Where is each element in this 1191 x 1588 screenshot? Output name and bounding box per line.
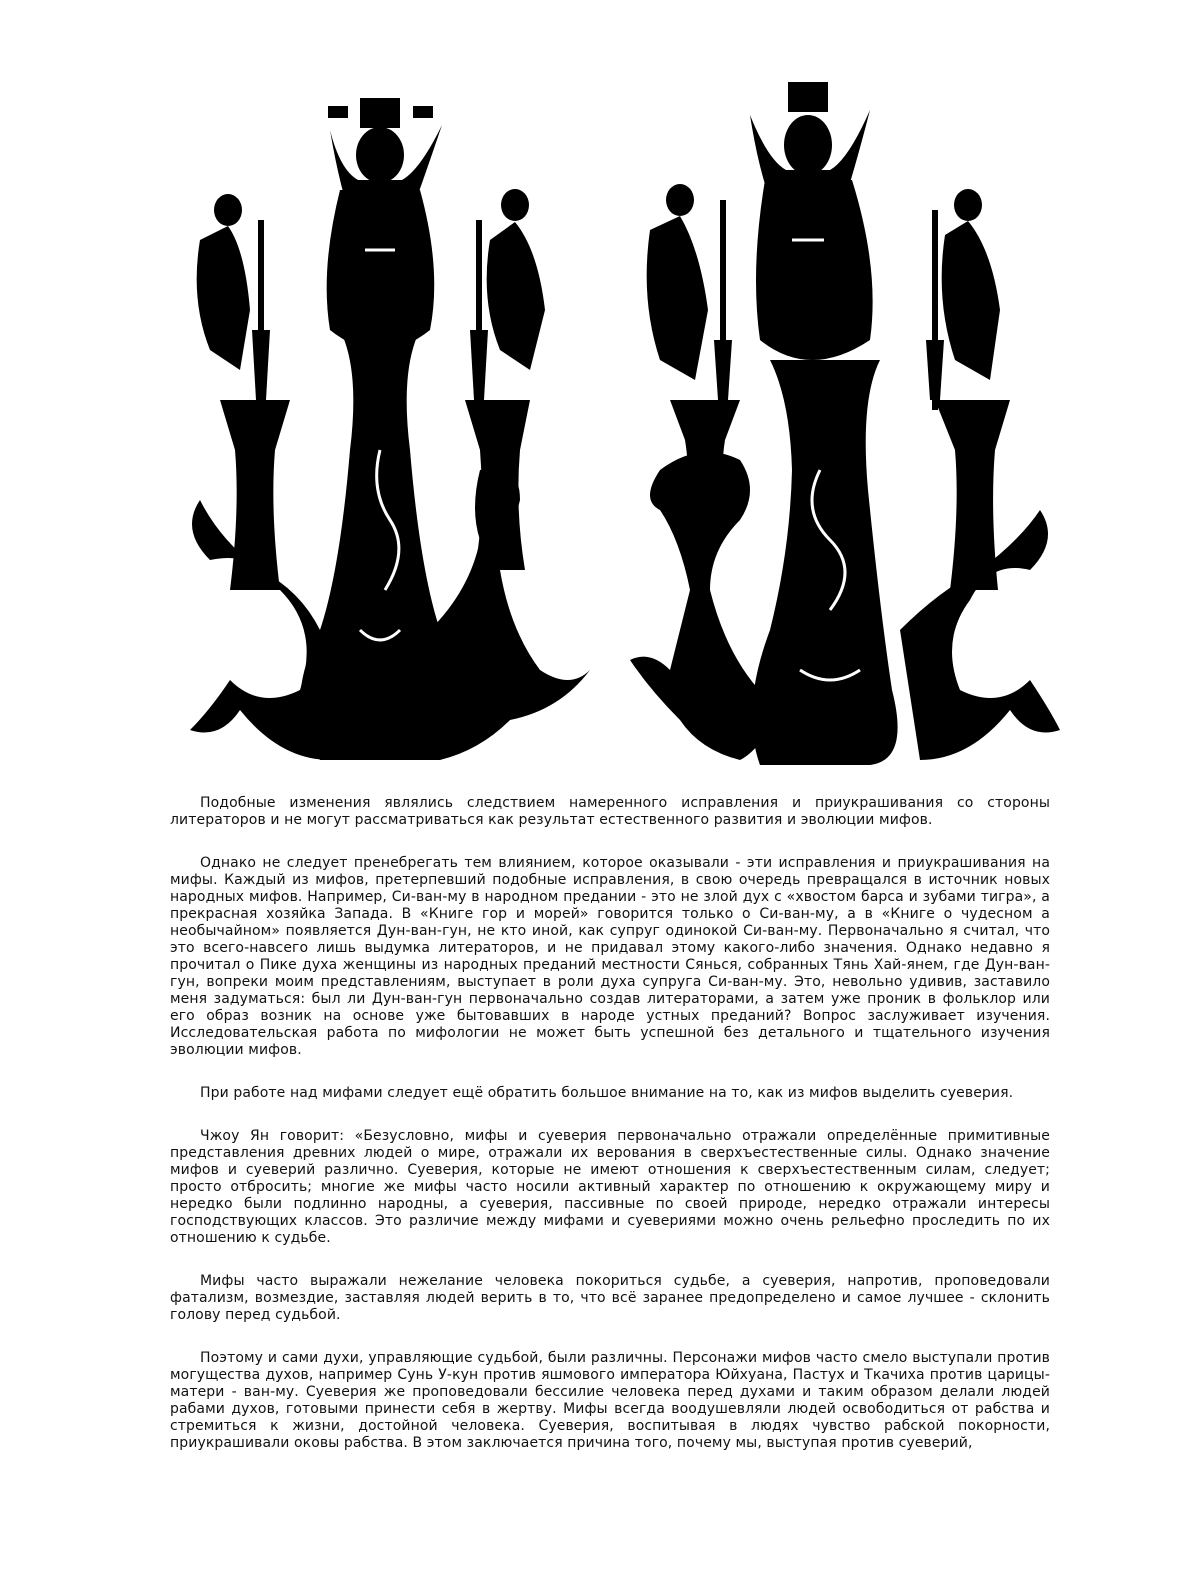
article-text — [170, 795, 1050, 1478]
relief-drawing — [180, 70, 1060, 770]
paragraph-5: Мифы часто выражали нежелание человека покориться судьбе, а суеверия, напротив, проповедовали фатализм, возмездие, заставляя людей верить в то, что всё заранее предопределено и самое лучшее - склонить голову перед судьбой. — [170, 1273, 1050, 1323]
paragraph-3: При работе над мифами следует ещё обратить большое внимание на то, как из мифов выделить суеверия. — [200, 1085, 1014, 1101]
paragraph-4: Чжоу Ян говорит: «Безусловно, мифы и суеверия первоначально отражали определённые примитивные представления древних людей о мире, отражали их верования в сверхъестественные силы. Однако значение мифов и суеверий различно. Суеверия, которые не имеют отношения к сверхъестественным силам, следует; просто отбросить; многие же мифы часто носили активный характер по отношению к окружающему миру и нередко были подлинно народны, а суеверия, пассивные по своей природе, нередко отражали интересы господствующих классов. Это различие между мифами и суевериями можно очень рельефно проследить по их отношению к судьбе. — [170, 1128, 1050, 1246]
relief-illustration — [180, 70, 1060, 770]
paragraph-6: Поэтому и сами духи, управляющие судьбой, были различны. Персонажи мифов часто смело выступали против могущества духов, например Сунь У-кун против яшмового императора Юйхуана, Пастух и Ткачиха против царицы-матери - ван-му. Суеверия же проповедовали бессилие человека перед духами и таким образом делали людей рабами духов, готовыми принести себя в жертву. Мифы всегда воодушевляли людей освободиться от рабства и стремиться к жизни, достойной человека. Суеверия, воспитывая в людях чувство рабской покорности, приукрашивали оковы рабства. В этом заключается причина того, почему мы, выступая против суеверий, — [170, 1350, 1050, 1451]
paragraph-2: Однако не следует пренебрегать тем влиянием, которое оказывали - эти исправления и приукрашивания на мифы. Каждый из мифов, претерпевший подобные исправления, в свою очередь превращался в источник новых народных мифов. Например, Си-ван-му в народном предании - это не злой дух с «хвостом барса и зубами тигра», а прекрасная хозяйка Запада. В «Книге гор и морей» говорится только о Си-ван-му, а в «Книге о чудесном а необычайном» появляется Дун-ван-гун, не кто иной, как супруг одинокой Си-ван-му. Первоначально я считал, что это всего-навсего лишь выдумка литераторов, и не придавал этому какого-либо значения. Однако недавно я прочитал о Пике духа женщины из народных преданий местности Сянься, собранных Тянь Хай-янем, где Дун-ван-гун, вопреки моим представлениям, выступает в роли духа супруга Си-ван-му. Это, невольно удивив, заставило меня задуматься: был ли Дун-ван-гун первоначально создав литераторами, а затем уже проник в фольклор или его образ возник на основе уже бытовавших в народе устных преданий? Вопрос заслуживает изучения. Исследовательская работа по мифологии не может быть успешной без детального и тщательного изучения эволюции мифов. — [170, 855, 1050, 1058]
paragraph-1: Подобные изменения являлись следствием намеренного исправления и приукрашивания со стороны литераторов и не могут рассматриваться как результат естественного развития и эволюции мифов. — [170, 795, 1050, 828]
